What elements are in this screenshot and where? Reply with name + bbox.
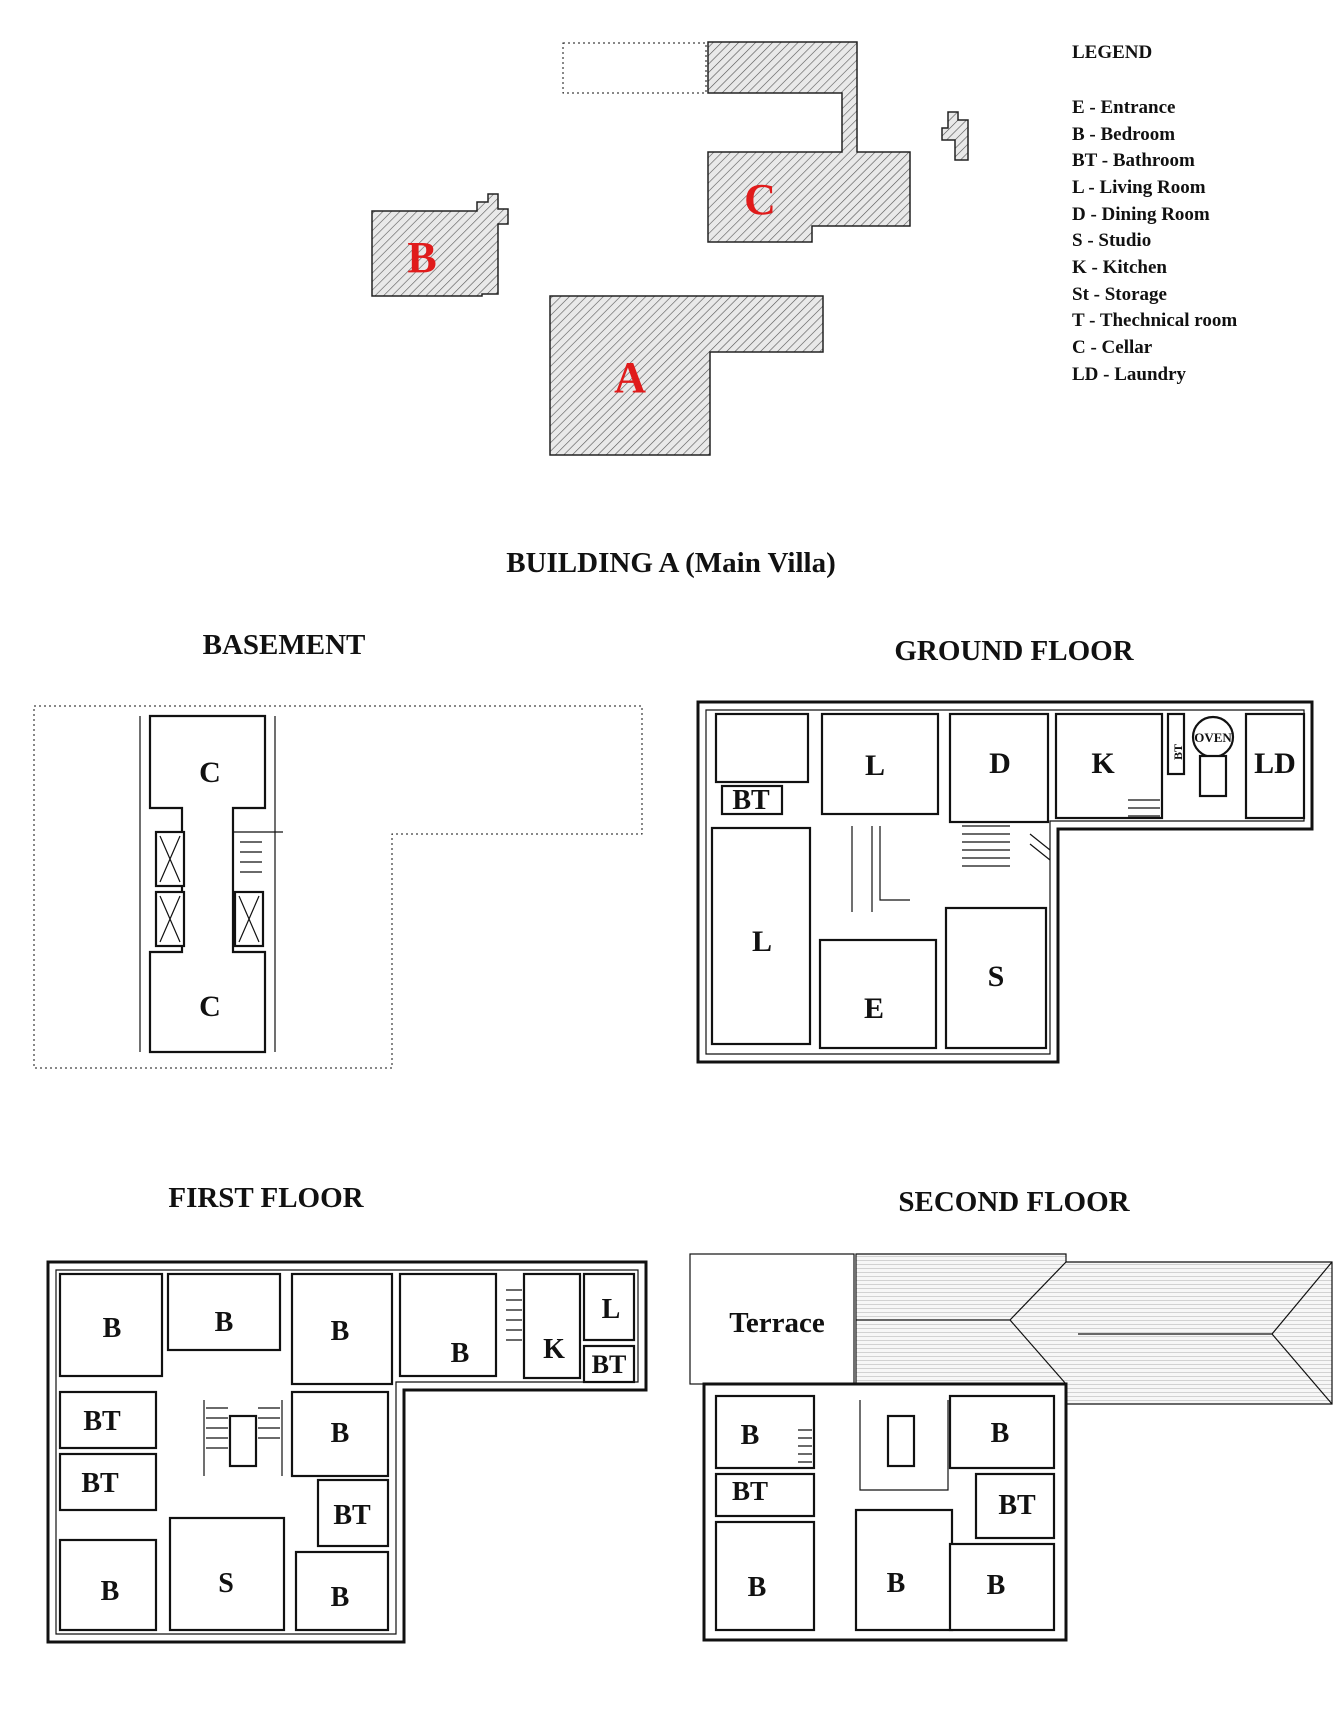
room-label: BT xyxy=(333,1500,371,1531)
room-label: B xyxy=(102,1313,122,1344)
room-label: B xyxy=(886,1568,906,1599)
room-label: L xyxy=(601,1294,621,1325)
room-label: B xyxy=(330,1418,350,1449)
room-label: K xyxy=(1091,747,1115,780)
building-c-label: C xyxy=(744,175,776,224)
room-label: C xyxy=(199,756,221,789)
legend-item: BT - Bathroom xyxy=(1072,150,1195,171)
main-title: BUILDING A (Main Villa) xyxy=(506,547,836,579)
legend-item: K - Kitchen xyxy=(1072,257,1167,278)
second-stairs xyxy=(798,1400,948,1490)
building-c-footprint xyxy=(708,42,910,242)
legend-item: D - Dining Room xyxy=(1072,204,1210,225)
ground-floor-title: GROUND FLOOR xyxy=(894,635,1134,667)
first-bedroom xyxy=(400,1274,496,1376)
room-label: B xyxy=(747,1572,767,1603)
room-label: S xyxy=(987,960,1005,993)
first-floor-plan xyxy=(48,1182,646,1642)
roof-area xyxy=(856,1254,1332,1404)
basement-footprint-outline xyxy=(34,706,642,1068)
building-a-label: A xyxy=(614,353,646,402)
room-label: S xyxy=(218,1568,234,1599)
legend xyxy=(1072,42,1237,385)
site-plan xyxy=(372,42,968,455)
room-label: L xyxy=(864,749,886,782)
room-label: B xyxy=(986,1570,1006,1601)
legend-item: LD - Laundry xyxy=(1072,364,1187,385)
second-floor-title: SECOND FLOOR xyxy=(898,1186,1130,1218)
room-label: BT xyxy=(83,1406,121,1437)
legend-item: C - Cellar xyxy=(1072,337,1153,358)
room-label: B xyxy=(740,1420,760,1451)
oven-label: OVEN xyxy=(1194,730,1232,745)
room-label: BT xyxy=(731,1476,769,1506)
basement-plan xyxy=(34,629,642,1068)
room-label: LD xyxy=(1254,747,1296,780)
ground-room xyxy=(716,714,808,782)
room-label: B xyxy=(330,1316,350,1347)
oven-base xyxy=(1200,756,1226,796)
room-label: E xyxy=(863,992,885,1025)
room-label: BT xyxy=(732,785,770,816)
building-a-footprint xyxy=(550,296,823,455)
first-floor-title: FIRST FLOOR xyxy=(168,1182,364,1214)
room-label: BT xyxy=(998,1490,1036,1521)
legend-item: B - Bedroom xyxy=(1072,124,1176,145)
room-label: BT xyxy=(1171,743,1185,761)
room-label: Terrace xyxy=(729,1307,825,1339)
room-label: BT xyxy=(81,1468,119,1499)
room-label: B xyxy=(450,1338,470,1369)
legend-item: St - Storage xyxy=(1072,284,1167,305)
small-annex-footprint xyxy=(942,112,968,160)
building-b-label: B xyxy=(407,233,437,282)
site-dashed-outline xyxy=(563,43,706,93)
legend-item: S - Studio xyxy=(1072,230,1152,251)
legend-title: LEGEND xyxy=(1072,42,1153,63)
room-label: B xyxy=(990,1418,1010,1449)
room-label: B xyxy=(330,1582,350,1613)
second-bedroom xyxy=(716,1396,814,1468)
room-label: B xyxy=(100,1576,120,1607)
legend-item: E - Entrance xyxy=(1072,97,1176,118)
room-label: C xyxy=(199,990,221,1023)
building-b-footprint xyxy=(372,194,508,296)
second-floor-plan xyxy=(690,1186,1332,1640)
first-stair-well xyxy=(230,1416,256,1466)
room-label: K xyxy=(543,1334,565,1365)
legend-item: T - Thechnical room xyxy=(1072,310,1238,331)
basement-title: BASEMENT xyxy=(202,629,366,661)
room-label: BT xyxy=(591,1350,627,1379)
room-label: L xyxy=(751,925,773,958)
legend-item: L - Living Room xyxy=(1072,177,1206,198)
room-label: D xyxy=(989,747,1011,780)
ground-floor-plan xyxy=(698,635,1312,1062)
second-stair-well xyxy=(888,1416,914,1466)
room-label: B xyxy=(214,1307,234,1338)
